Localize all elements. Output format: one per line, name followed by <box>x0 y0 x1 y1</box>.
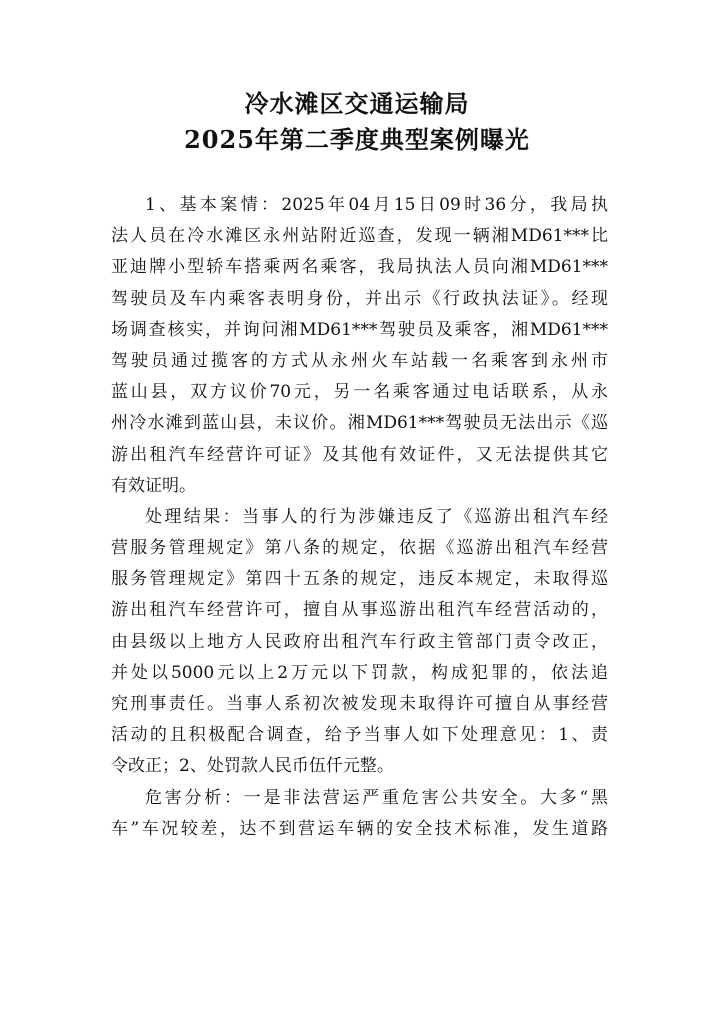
text-line: 究刑事责任。当事人系初次被发现未取得许可擅自从事经营 <box>111 694 608 714</box>
title-line-1: 冷水滩区交通运输局 <box>244 89 470 118</box>
text-line: 驾驶员通过揽客的方式从永州火车站载一名乘客到永州市 <box>111 350 608 371</box>
text-line: 并处以5000元以上2万元以下罚款，构成犯罪的，依法追 <box>111 662 608 683</box>
text-line: 车”车况较差，达不到营运车辆的安全技术标准，发生道路 <box>111 818 608 839</box>
text-line: 由县级以上地方人民政府出租汽车行政主管部门责令改正， <box>111 631 608 652</box>
title-line-2: 2025年第二季度典型案例曝光 <box>184 125 530 154</box>
text-line: 场调查核实，并询问湘MD61***驾驶员及乘客，湘MD61*** <box>111 319 608 340</box>
text-line: 处理结果：当事人的行为涉嫌违反了《巡游出租汽车经 <box>145 506 608 527</box>
document-body <box>111 190 608 845</box>
text-line: 有效证明。 <box>111 475 196 496</box>
text-line: 游出租汽车经营许可，擅自从事巡游出租汽车经营活动的， <box>111 600 608 621</box>
text-line: 营服务管理规定》第八条的规定，依据《巡游出租汽车经营 <box>111 538 608 559</box>
text-line: 法人员在冷水滩区永州站附近巡查，发现一辆湘MD61***比 <box>111 226 608 247</box>
text-line: 亚迪牌小型轿车搭乘两名乘客，我局执法人员向湘MD61*** <box>111 257 608 278</box>
text-line: 驾驶员及车内乘客表明身份，并出示《行政执法证》。经现 <box>111 288 608 309</box>
text-line: 危害分析：一是非法营运严重危害公共安全。大多“黑 <box>145 787 608 808</box>
text-line: 1、基本案情：2025年04月15日09时36分，我局执 <box>145 195 608 215</box>
text-line: 蓝山县，双方议价70元，另一名乘客通过电话联系，从永 <box>111 382 608 403</box>
text-line: 令改正；2、处罚款人民币伍仟元整。 <box>111 756 394 777</box>
document-title <box>0 86 714 158</box>
text-line: 州冷水滩到蓝山县，未议价。湘MD61***驾驶员无法出示《巡 <box>111 413 608 434</box>
paragraph-hazard-analysis <box>111 783 608 845</box>
paragraph-case-facts <box>111 190 608 502</box>
paragraph-handling-result <box>111 502 608 783</box>
text-line: 活动的且积极配合调查，给予当事人如下处理意见：1、责 <box>111 725 608 746</box>
text-line: 服务管理规定》第四十五条的规定，违反本规定，未取得巡 <box>111 569 608 590</box>
text-line: 游出租汽车经营许可证》及其他有效证件，又无法提供其它 <box>111 444 608 465</box>
